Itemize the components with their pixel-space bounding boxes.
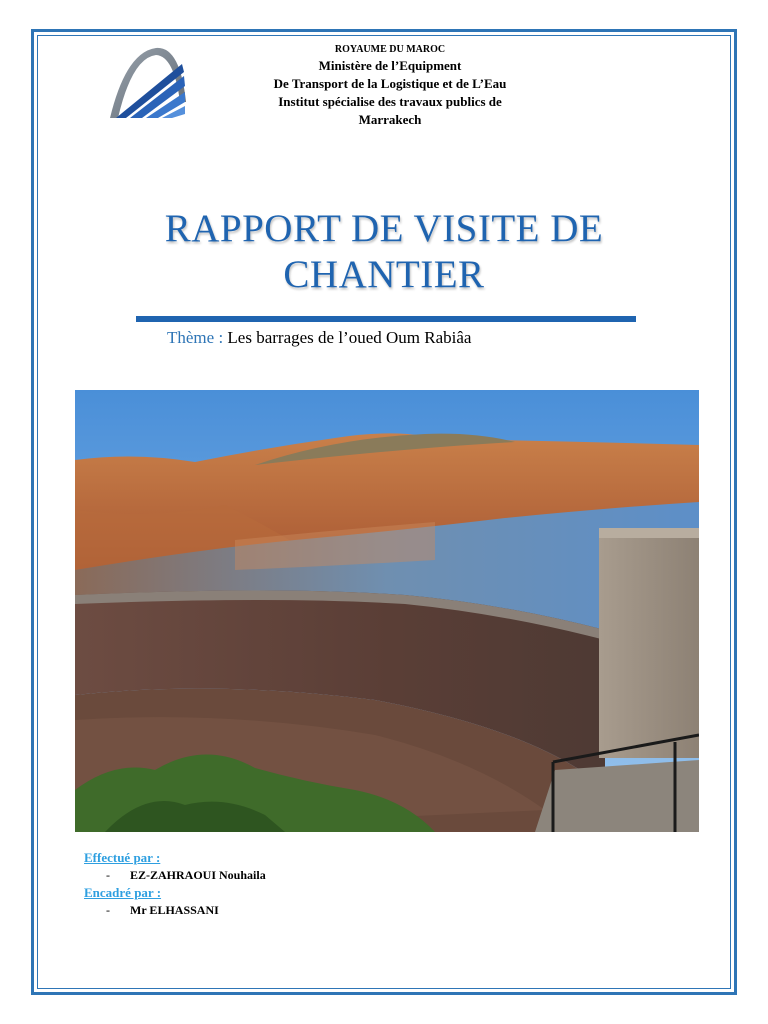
institute-logo-icon [104,42,190,124]
supervised-by-name: Mr ELHASSANI [130,903,219,917]
done-by-entry [106,866,484,884]
report-title-line-1: RAPPORT DE VISITE DE [164,207,604,250]
theme-value: Les barrages de l’oued Oum Rabiâa [223,328,472,347]
supervised-by-label: Encadré par : [84,885,162,900]
theme-label: Thème : [167,328,224,347]
list-bullet: - [106,903,110,917]
kingdom-label: ROYAUME DU MAROC [334,44,446,55]
report-title [90,206,678,298]
list-bullet: - [106,868,110,882]
ministry-line: De Transport de la Logistique et de L’Eau [273,76,507,91]
done-by-label: Effectué par : [84,850,161,865]
theme-line [167,328,471,348]
done-by-name: EZ-ZAHRAOUI Nouhaila [130,868,266,882]
supervised-by-entry [106,901,484,919]
ministry-line: Marrakech [358,112,422,127]
ministry-line: Ministère de l’Equipment [318,58,462,73]
credits-block [84,849,484,919]
report-title-line-2: CHANTIER [283,253,485,296]
ministry-line: Institut spécialise des travaux publics de [278,94,502,109]
ministry-header [230,43,550,129]
title-underline [136,316,636,322]
dam-photo [75,390,699,832]
